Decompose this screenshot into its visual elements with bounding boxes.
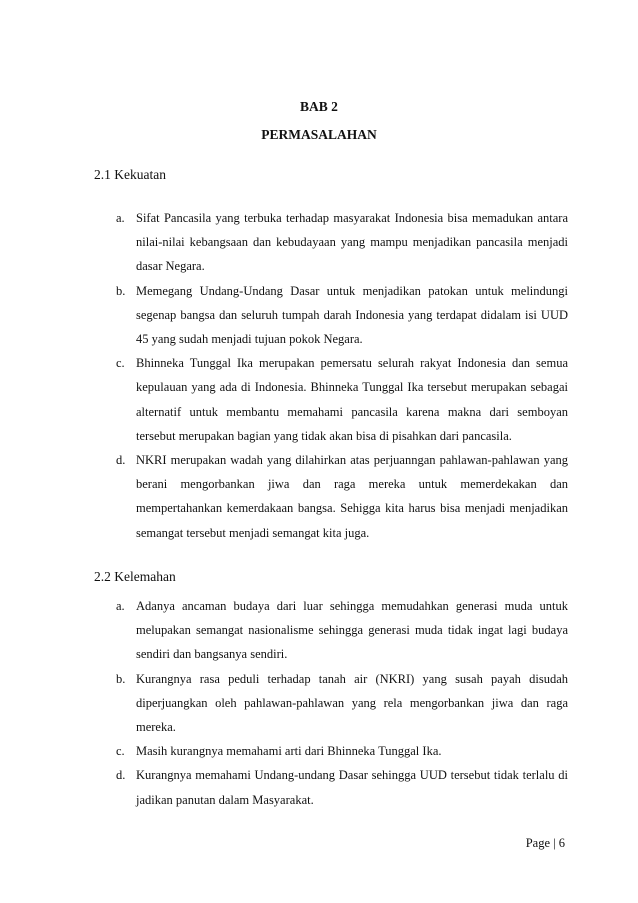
list-marker: a. [116, 599, 125, 613]
list-item [116, 448, 568, 545]
list-marker: d. [116, 453, 126, 468]
list-marker: b. [116, 283, 126, 298]
list-marker: c. [116, 356, 125, 371]
list-item-text: Bhinneka Tunggal Ika merupakan pemersatu selurah rakyat Indonesia dan semua kepulauan yang ada di Indonesia. Bhinneka Tunggal Ika tersebut merupakan sebagai alternatif untuk membantu memahami pancasila karena makna dari semboyan tersebut merupakan bagian yang tidak akan bisa di pisahkan dari pancasila. [136, 356, 568, 443]
list-marker: b. [116, 671, 126, 686]
list-item [116, 594, 568, 667]
list-item-text: Memegang Undang-Undang Dasar untuk menjadikan patokan untuk melindungi segenap bangsa dan seluruh tumpah darah Indonesia yang terdapat didalam isi UUD 45 yang sudah menjadi tujuan pokok Negara. [136, 283, 568, 347]
list-item [116, 351, 568, 448]
chapter-title: PERMASALAHAN [261, 127, 377, 142]
list-marker: a. [116, 211, 125, 225]
list-marker: c. [116, 744, 125, 759]
section-heading-kekuatan: 2.1 Kekuatan [94, 167, 166, 182]
list-item-text: Masih kurangnya memahami arti dari Bhinneka Tunggal Ika. [136, 744, 442, 759]
kekuatan-list [116, 206, 568, 545]
kelemahan-list [116, 594, 568, 812]
chapter-number: BAB 2 [300, 99, 338, 114]
page-number: Page | 6 [525, 836, 565, 850]
list-marker: d. [116, 768, 126, 783]
list-item-text: Adanya ancaman budaya dari luar sehingga memudahkan generasi muda untuk melupakan semangat nasionalisme sehingga generasi muda tidak ingat lagi budaya sendiri dan bangsanya sendiri. [136, 599, 568, 662]
list-item [116, 667, 568, 740]
list-item [116, 279, 568, 352]
list-item-text: NKRI merupakan wadah yang dilahirkan atas perjuanngan pahlawan-pahlawan yang berani mengorbankan jiwa dan raga mereka untuk memerdekakan dan mempertahankan kemerdakaan bangsa. Sehigga kita harus bisa menjadi menjadikan semangat tersebut menjadi semangat kita juga. [136, 453, 568, 540]
section-heading-kelemahan: 2.2 Kelemahan [94, 569, 176, 584]
list-item [116, 739, 568, 763]
list-item-text: Kurangnya rasa peduli terhadap tanah air (NKRI) yang susah payah disudah diperjuangkan oleh pahlawan-pahlawan yang rela mengorbankan jiwa dan raga mereka. [136, 671, 568, 735]
list-item-text: Kurangnya memahami Undang-undang Dasar sehingga UUD tersebut tidak terlalu di jadikan panutan dalam Masyarakat. [136, 768, 568, 807]
list-item [116, 763, 568, 811]
list-item [116, 206, 568, 279]
list-item-text: Sifat Pancasila yang terbuka terhadap masyarakat Indonesia bisa memadukan antara nilai-nilai kebangsaan dan kebudayaan yang mampu menjadikan pancasila menjadi dasar Negara. [136, 211, 568, 274]
